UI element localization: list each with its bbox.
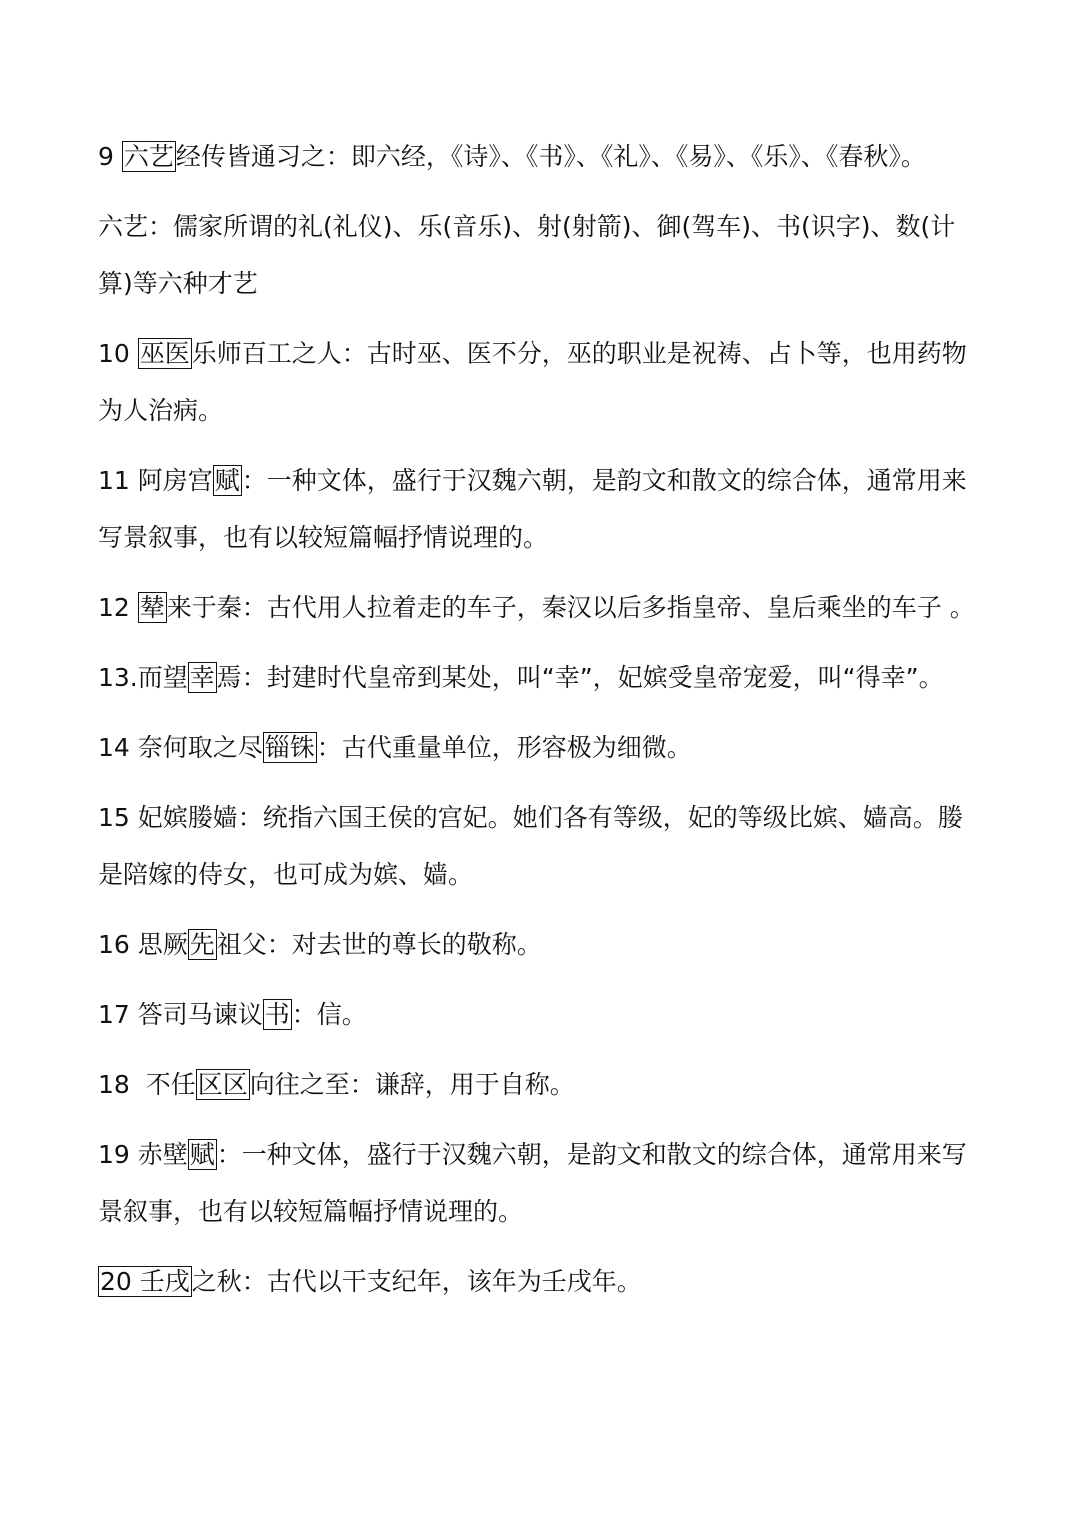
entry-16 <box>98 916 986 973</box>
entry-10 <box>98 325 986 439</box>
entry-prefix: 12 <box>98 593 138 622</box>
entry-12 <box>98 579 986 636</box>
entry-17 <box>98 986 986 1043</box>
entry-explanation: 来于秦：古代用人拉着走的车子，秦汉以后多指皇帝、皇后乘坐的车子 。 <box>166 593 975 622</box>
boxed-term: 20 壬戌 <box>100 1267 190 1296</box>
entry-19 <box>98 1126 986 1240</box>
entry-text: 15 妃嫔媵嫱：统指六国王侯的宫妃。她们各有等级，妃的等级比嫔、嫱高。媵是陪嫁的侍女，也可成为嫔、嫱。 <box>98 803 963 889</box>
entry-text: 六艺：儒家所谓的礼(礼仪)、乐(音乐)、射(射箭)、御(驾车)、书(识字)、数(计算)等六种才艺 <box>98 212 956 298</box>
entry-liuyi-note <box>98 198 986 312</box>
entry-explanation: ：一种文体，盛行于汉魏六朝，是韵文和散文的综合体，通常用来写景叙事，也有以较短篇幅抒情说理的。 <box>98 466 967 552</box>
entry-14 <box>98 719 986 776</box>
entry-prefix: 9 <box>98 142 122 171</box>
boxed-term: 锱铢 <box>264 733 315 762</box>
boxed-term: 区区 <box>197 1070 248 1099</box>
entry-explanation: ：古代重量单位，形容极为细微。 <box>316 733 692 762</box>
entry-explanation: 之秋：古代以干支纪年，该年为壬戌年。 <box>191 1267 642 1296</box>
entry-prefix: 17 答司马谏议 <box>98 1000 263 1029</box>
entry-9 <box>98 128 986 185</box>
boxed-term: 六艺 <box>123 142 174 171</box>
entry-20 <box>98 1253 986 1310</box>
entry-15 <box>98 789 986 903</box>
entry-explanation: ：信。 <box>291 1000 367 1029</box>
entry-prefix: 16 思厥 <box>98 930 188 959</box>
entry-11 <box>98 452 986 566</box>
entry-13 <box>98 649 986 706</box>
entry-prefix: 10 <box>98 339 138 368</box>
entry-explanation: 焉：封建时代皇帝到某处，叫“幸”，妃嫔受皇帝宠爱，叫“得幸”。 <box>216 663 944 692</box>
entry-explanation: 向往之至：谦辞，用于自称。 <box>249 1070 575 1099</box>
entry-explanation: 经传皆通习之：即六经，《诗》、《书》、《礼》、《易》、《乐》、《春秋》。 <box>175 142 926 171</box>
boxed-term: 书 <box>264 1000 290 1029</box>
boxed-term: 幸 <box>189 663 215 692</box>
boxed-term: 巫医 <box>139 339 190 368</box>
entry-prefix: 13.而望 <box>98 663 188 692</box>
entry-explanation: 乐师百工之人：古时巫、医不分，巫的职业是祝祷、占卜等，也用药物为人治病。 <box>98 339 967 425</box>
entry-prefix: 18 不任 <box>98 1070 196 1099</box>
entry-prefix: 11 阿房宫 <box>98 466 213 495</box>
boxed-term: 赋 <box>189 1140 215 1169</box>
entry-explanation: 祖父：对去世的尊长的敬称。 <box>216 930 542 959</box>
boxed-term: 先 <box>189 930 215 959</box>
entry-18 <box>98 1056 986 1113</box>
boxed-term: 辇 <box>139 593 165 622</box>
entry-explanation: ：一种文体，盛行于汉魏六朝，是韵文和散文的综合体，通常用来写景叙事，也有以较短篇幅抒情说理的。 <box>98 1140 967 1226</box>
entry-prefix: 19 赤壁 <box>98 1140 188 1169</box>
entry-prefix: 14 奈何取之尽 <box>98 733 263 762</box>
boxed-term: 赋 <box>214 466 240 495</box>
document-body <box>98 128 986 1323</box>
